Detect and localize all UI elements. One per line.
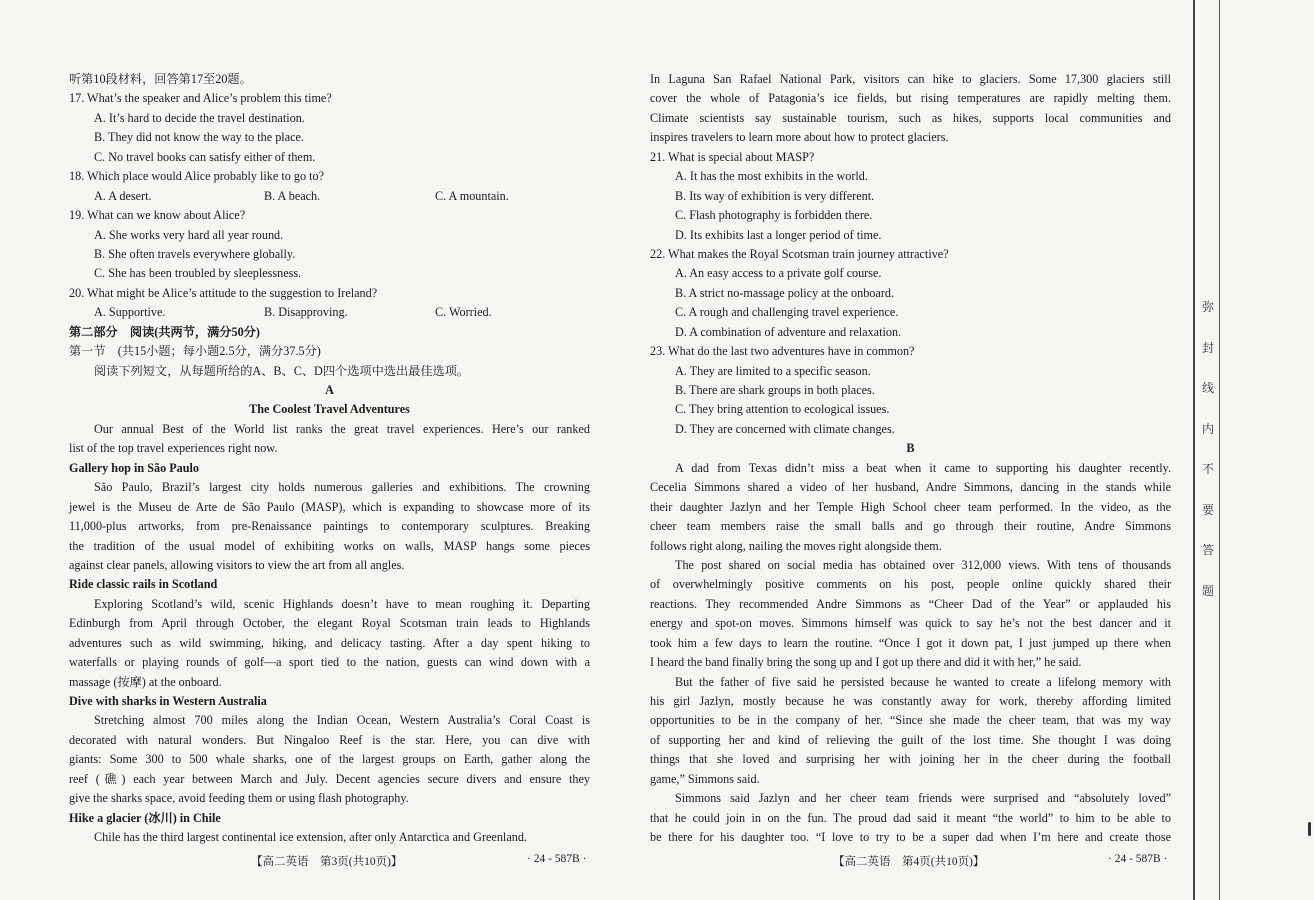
seal-char: 弥 bbox=[1201, 300, 1214, 314]
seal-char: 封 bbox=[1201, 340, 1214, 355]
section-one-heading: 第一节 (共15小题；每小题2.5分，满分37.5分) bbox=[69, 344, 321, 359]
paragraph-line: game,” Simmons said. bbox=[650, 771, 760, 786]
paragraph-line: the tradition of the usual model of exhibiting works on walls, MASP hangs some pieces bbox=[69, 538, 590, 553]
paragraph-line: jewel is the Museu de Arte de São Paulo (MASP), which is expanding to showcase more of its bbox=[69, 499, 590, 514]
paragraph-line: reef (礁) each year between March and July. Decent agencies secure divers and ensure they bbox=[69, 771, 590, 786]
q19-option-c: C. She has been troubled by sleeplessness. bbox=[94, 266, 302, 281]
seal-char: 内 bbox=[1201, 421, 1214, 436]
question-23: 23. What do the last two adventures have in common? bbox=[650, 344, 915, 359]
paragraph-line: opportunities to be in the company of her. “Since she made the cheer team, that was my way bbox=[650, 713, 1171, 728]
paragraph-line: But the father of five said he persisted because he wanted to create a lifelong memory with bbox=[675, 674, 1171, 689]
intro-line: Our annual Best of the World list ranks the great travel experiences. Here’s our ranked bbox=[94, 421, 590, 436]
q17-option-b: B. They did not know the way to the place. bbox=[94, 130, 304, 145]
question-22: 22. What makes the Royal Scotsman train journey attractive? bbox=[650, 246, 949, 261]
left-footer-page-label: 【高二英语 第3页(共10页)】 bbox=[251, 856, 403, 868]
paragraph-line: be there for his daughter too. “I love to try to be a super dad when I’m here and create those bbox=[650, 830, 1171, 845]
heading-chile: Hike a glacier (冰川) in Chile bbox=[69, 810, 221, 825]
paragraph-line: The post shared on social media has obtained over 312,000 views. With tens of thousands bbox=[675, 557, 1171, 572]
q17-option-c: C. No travel books can satisfy either of them. bbox=[94, 149, 316, 164]
part-two-heading: 第二部分 阅读(共两节，满分50分) bbox=[69, 324, 260, 339]
paragraph-line: energy and spot-on moves. Simmons himself was quick to say he’s not the best dancer and it bbox=[650, 616, 1171, 631]
q23-option-a: A. They are limited to a specific season. bbox=[675, 363, 871, 378]
paragraph-line: reactions. They recommended Andre Simmons as “Cheer Dad of the Year” or applauded his bbox=[650, 596, 1171, 611]
paragraph-line: A dad from Texas didn’t miss a beat when it came to supporting his daughter recently. bbox=[675, 460, 1171, 475]
q18-option-c: C. A mountain. bbox=[435, 188, 509, 203]
paragraph-line: of overwhelmingly positive comments on his post, people online quickly shared their bbox=[650, 577, 1171, 592]
paragraph-line: waterfalls or playing rounds of golf—a sport tied to the nation, guests can wind down with a bbox=[69, 655, 590, 670]
binding-line-outer bbox=[1219, 0, 1220, 900]
q22-option-c: C. A rough and challenging travel experience. bbox=[675, 305, 899, 320]
seal-char: 要 bbox=[1201, 502, 1214, 517]
question-20: 20. What might be Alice’s attitude to the suggestion to Ireland? bbox=[69, 285, 378, 300]
paragraph-line: Chile has the third largest continental ice extension, after only Antarctica and Greenland. bbox=[94, 830, 527, 845]
intro-line: list of the top travel experiences right now. bbox=[69, 441, 278, 456]
paragraph-line: In Laguna San Rafael National Park, visitors can hike to glaciers. Some 17,300 glaciers still bbox=[650, 72, 1171, 86]
question-19: 19. What can we know about Alice? bbox=[69, 208, 246, 223]
paragraph-line: cheer team members raise the small balls and go through their routine, Andre Simmons bbox=[650, 519, 1171, 534]
q20-options bbox=[69, 303, 590, 322]
left-footer-code: · 24 - 587B · bbox=[527, 853, 587, 865]
paragraph-line: Climate scientists say sustainable tourism, such as hikes, supports local communities and bbox=[650, 110, 1171, 125]
paragraph-line: of supporting her and kind of relieving the guilt of the lost time. She thought I was doing bbox=[650, 732, 1171, 747]
q22-option-a: A. An easy access to a private golf course. bbox=[675, 266, 882, 281]
q23-option-c: C. They bring attention to ecological issues. bbox=[675, 402, 890, 417]
q21-option-c: C. Flash photography is forbidden there. bbox=[675, 208, 873, 223]
paragraph-line: Exploring Scotland’s wild, scenic Highlands doesn’t have to mean roughing it. Departing bbox=[94, 596, 590, 611]
heading-australia: Dive with sharks in Western Australia bbox=[69, 694, 267, 708]
seal-char: 题 bbox=[1201, 583, 1214, 598]
paragraph-line: Stretching almost 700 miles along the Indian Ocean, Western Australia’s Coral Coast is bbox=[94, 713, 590, 728]
reading-instruction: 阅读下列短文，从每题所给的A、B、C、D四个选项中选出最佳选项。 bbox=[94, 363, 470, 378]
listening-instruction: 听第10段材料，回答第17至20题。 bbox=[69, 72, 252, 86]
heading-scotland: Ride classic rails in Scotland bbox=[69, 577, 218, 592]
paragraph-line: Simmons said Jazlyn and her cheer team friends were surprised and “absolutely loved” bbox=[675, 791, 1171, 806]
seal-char: 不 bbox=[1201, 462, 1214, 476]
passage-b-label: B bbox=[906, 441, 915, 456]
q23-option-d: D. They are concerned with climate changes. bbox=[675, 421, 895, 436]
right-footer-page-label: 【高二英语 第4页(共10页)】 bbox=[833, 856, 985, 868]
paragraph-line: took him a few days to learn the routine. “Once I got it down pat, I just jumped up there when bbox=[650, 635, 1171, 650]
q21-option-d: D. Its exhibits last a longer period of time. bbox=[675, 227, 882, 242]
q19-option-b: B. She often travels everywhere globally. bbox=[94, 246, 296, 261]
paragraph-line: things that she loved and surprising her with joining her in the cheer during the football bbox=[650, 752, 1171, 767]
passage-a-label: A bbox=[325, 383, 334, 397]
paragraph-line: giants: Some 300 to 500 whale sharks, one of the largest groups on Earth, gather along the bbox=[69, 752, 590, 767]
paragraph-line: follows right along, nailing the moves right alongside them. bbox=[650, 538, 942, 553]
question-18: 18. Which place would Alice probably like to go to? bbox=[69, 169, 324, 184]
paragraph-line: that he could join in on the fun. The proud dad said it meant “the world” to him to be able to bbox=[650, 810, 1171, 825]
question-17: 17. What’s the speaker and Alice’s problem this time? bbox=[69, 91, 332, 106]
paragraph-line: Cecelia Simmons shared a video of her husband, Andre Simmons, dancing in the stands while bbox=[650, 480, 1171, 495]
paragraph-line: inspires travelers to learn more about how to protect glaciers. bbox=[650, 130, 949, 145]
seal-char: 线 bbox=[1201, 381, 1214, 395]
q20-option-b: B. Disapproving. bbox=[264, 305, 348, 320]
q20-option-a: A. Supportive. bbox=[94, 305, 166, 320]
paragraph-line: I heard the band finally bring the song up and I got up there and did it with her,” he said. bbox=[650, 655, 1082, 670]
paragraph-line: decorated with natural wonders. But Ningaloo Reef is the star. Here, you can dive with bbox=[69, 732, 590, 747]
q19-option-a: A. She works very hard all year round. bbox=[94, 227, 284, 242]
paragraph-line: against clear panels, allowing visitors to view the art from all angles. bbox=[69, 557, 405, 572]
q21-option-a: A. It has the most exhibits in the world. bbox=[675, 169, 868, 184]
scan-edge-mark bbox=[1308, 822, 1311, 836]
paragraph-line: give the sharks space, avoid feeding them or using flash photography. bbox=[69, 791, 409, 806]
q17-option-a: A. It’s hard to decide the travel destination. bbox=[94, 110, 305, 125]
q18-option-b: B. A beach. bbox=[264, 188, 321, 203]
binding-line bbox=[1193, 0, 1195, 900]
right-page bbox=[650, 70, 1171, 848]
paragraph-line: massage (按摩) at the onboard. bbox=[69, 674, 222, 689]
passage-a-title: The Coolest Travel Adventures bbox=[249, 402, 410, 417]
left-page bbox=[69, 70, 590, 848]
paragraph-line: 11,000-plus artworks, from pre-Renaissance paintings to contemporary sculptures. Breaking bbox=[69, 519, 590, 534]
seal-line-notice bbox=[1200, 298, 1216, 622]
paragraph-line: their daughter Jazlyn and her Temple High School cheer team performed. In the video, as the bbox=[650, 499, 1171, 514]
paragraph-line: cover the whole of Patagonia’s ice fields, but rising temperatures are rapidly melting them. bbox=[650, 91, 1171, 106]
paragraph-line: his girl Jazlyn, mostly because he was constantly away for work, thereby affording limited bbox=[650, 694, 1171, 708]
q21-option-b: B. Its way of exhibition is very different. bbox=[675, 188, 875, 203]
q18-options bbox=[69, 187, 590, 206]
paragraph-line: Edinburgh from April through October, the elegant Royal Scotsman train leads to Highlands bbox=[69, 616, 590, 631]
q18-option-a: A. A desert. bbox=[94, 188, 152, 203]
right-footer-code: · 24 - 587B · bbox=[1108, 853, 1168, 865]
seal-char: 答 bbox=[1201, 543, 1214, 557]
q22-option-d: D. A combination of adventure and relaxation. bbox=[675, 324, 902, 339]
q20-option-c: C. Worried. bbox=[435, 305, 492, 320]
question-21: 21. What is special about MASP? bbox=[650, 149, 815, 164]
heading-sao-paulo: Gallery hop in São Paulo bbox=[69, 460, 200, 475]
paragraph-line: São Paulo, Brazil’s largest city holds numerous galleries and exhibitions. The crowning bbox=[94, 480, 590, 495]
q22-option-b: B. A strict no-massage policy at the onboard. bbox=[675, 285, 894, 300]
q23-option-b: B. There are shark groups in both places. bbox=[675, 383, 875, 397]
paragraph-line: adventures such as wild swimming, hiking, and delicacy tasting. After a day spent hiking to bbox=[69, 635, 590, 650]
